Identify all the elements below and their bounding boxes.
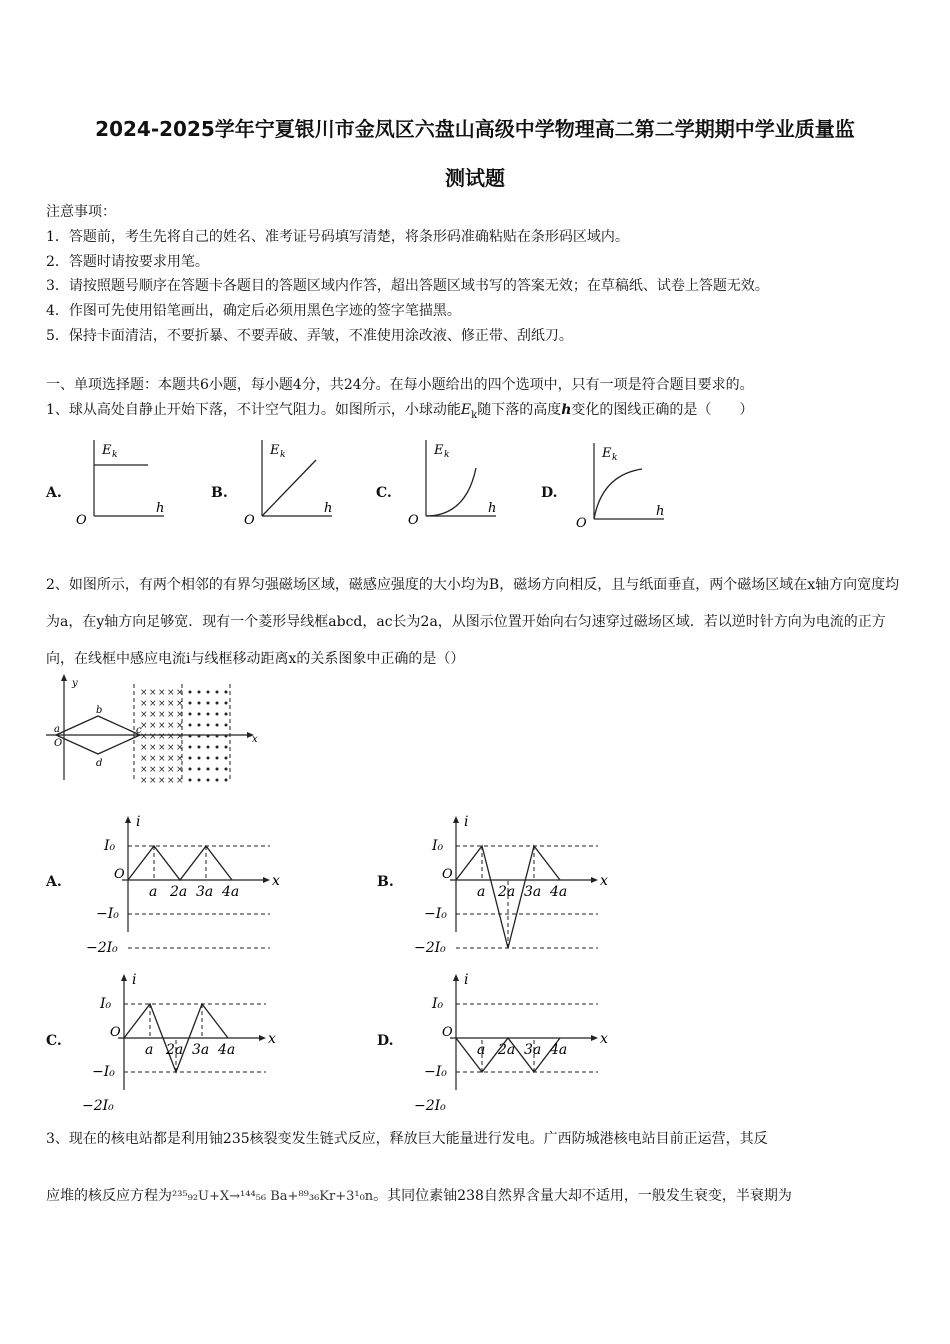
- field-dot: [225, 724, 228, 727]
- field-cross: ×: [140, 699, 148, 709]
- q2-option-d-label[interactable]: D.: [377, 1033, 394, 1049]
- q1-stem-part: 1、球从高处自静止开始下落，不计空气阻力。如图所示，小球动能: [46, 402, 461, 418]
- note-item: 4．作图可先使用铅笔画出，确定后必须用黑色字迹的签字笔描黑。: [46, 303, 461, 319]
- field-cross: ×: [167, 699, 175, 709]
- y-axis-arrow: [453, 974, 459, 981]
- axis-y-sub: k: [112, 450, 118, 460]
- q1-stem-part: 变化的图线正确的是（ ）: [571, 402, 754, 418]
- axis-y-sub: k: [612, 453, 618, 463]
- neg-i0-label: −I₀: [96, 906, 119, 922]
- axis-y-label: E: [270, 443, 280, 458]
- section-heading: 一、单项选择题：本题共6小题，每小题4分，共24分。在每小题给出的四个选项中，只有一项是符合题目要求的。: [46, 377, 754, 393]
- q2-graph-c: [72, 968, 276, 1114]
- nuclear-equation: ²³⁵₉₂U+X→¹⁴⁴₅₆ Ba+⁸⁹₃₆Kr+3¹₀n: [172, 1189, 374, 1204]
- axis-x-label: h: [156, 501, 165, 516]
- field-dot: [216, 691, 219, 694]
- axis-x-label: h: [488, 501, 497, 516]
- field-dot: [198, 779, 201, 782]
- field-cross: ×: [176, 743, 184, 753]
- fig-c-label: c: [136, 725, 142, 736]
- field-cross: ×: [149, 732, 157, 742]
- field-cross: ×: [140, 688, 148, 698]
- ek-symbol: E: [460, 402, 472, 418]
- question-3-line2: [46, 1186, 792, 1207]
- field-dot: [189, 735, 192, 738]
- field-dot: [198, 702, 201, 705]
- field-dot: [207, 702, 210, 705]
- neg-i0-label: −I₀: [92, 1064, 115, 1080]
- x-axis-arrow: [263, 877, 270, 883]
- axis-x-label: x: [600, 1031, 608, 1047]
- field-cross: ×: [140, 732, 148, 742]
- field-dot: [225, 779, 228, 782]
- field-dot: [189, 724, 192, 727]
- origin-label: O: [408, 513, 419, 528]
- tick-label: 3a: [192, 1042, 210, 1058]
- neg-2i0-label: −2I₀: [86, 940, 118, 956]
- field-dot: [225, 735, 228, 738]
- field-cross: ×: [176, 732, 184, 742]
- field-cross: ×: [140, 776, 148, 786]
- q1-stem-part: 随下落的高度: [477, 402, 562, 418]
- field-cross: ×: [149, 721, 157, 731]
- field-dot: [189, 779, 192, 782]
- neg-i0-label: −I₀: [424, 906, 447, 922]
- q1-graph-a: [72, 432, 172, 532]
- x-axis-arrow: [591, 1035, 598, 1041]
- axis-y-label: E: [434, 443, 444, 458]
- q1-graph-b: [240, 432, 340, 532]
- field-cross: ×: [176, 754, 184, 764]
- tick-label: 2a: [166, 1042, 184, 1058]
- notes-heading: 注意事项：: [46, 204, 116, 220]
- neg-2i0-label: −2I₀: [414, 940, 446, 956]
- field-cross: ×: [167, 710, 175, 720]
- field-dot: [198, 757, 201, 760]
- field-cross: ×: [149, 688, 157, 698]
- tick-label: 3a: [196, 884, 214, 900]
- field-cross: ×: [149, 699, 157, 709]
- origin-label: O: [244, 513, 255, 528]
- field-dot: [216, 702, 219, 705]
- field-dot: [189, 691, 192, 694]
- field-cross: ×: [176, 721, 184, 731]
- field-cross: ×: [176, 699, 184, 709]
- note-item: 5．保持卡面清洁，不要折暴、不要弄破、弄皱，不准使用涂改液、修正带、刮纸刀。: [46, 328, 573, 344]
- field-cross: ×: [176, 688, 184, 698]
- q2-option-b-label[interactable]: B.: [377, 874, 394, 890]
- y-axis-arrow: [453, 816, 459, 823]
- axis-y-label: E: [102, 443, 112, 458]
- fig-y-label: y: [72, 678, 78, 689]
- field-dot: [189, 746, 192, 749]
- tick-label: 4a: [550, 1042, 568, 1058]
- page-title: 2024-2025学年宁夏银川市金凤区六盘山高级中学物理高二第二学期期中学业质量监: [95, 117, 855, 141]
- field-dot: [216, 735, 219, 738]
- axis-x-label: x: [268, 1031, 276, 1047]
- fig-origin-label: O: [54, 738, 63, 749]
- field-cross: ×: [158, 699, 166, 709]
- field-dot: [207, 757, 210, 760]
- q2-option-a-label[interactable]: A.: [46, 874, 62, 890]
- field-cross: ×: [176, 710, 184, 720]
- axis-i-label: i: [464, 814, 469, 830]
- origin-label: O: [442, 867, 453, 882]
- origin-label: O: [576, 516, 587, 531]
- field-dot: [216, 746, 219, 749]
- field-cross: ×: [149, 710, 157, 720]
- origin-label: O: [110, 1025, 121, 1040]
- note-item: 2．答题时请按要求用笔。: [46, 254, 209, 270]
- field-cross: ×: [158, 754, 166, 764]
- field-dot: [207, 735, 210, 738]
- field-cross: ×: [140, 710, 148, 720]
- question-2-stem: 2、如图所示，有两个相邻的有界匀强磁场区域，磁感应强度的大小均为B，磁场方向相反，且与纸面垂直，两个磁场区域在x轴方向宽度均为a，在y轴方向足够宽．现有一个菱形导线框abcd，ac长为2a，从图示位置开始向右匀速穿过磁场区域．若以逆时针方向为电流的正方向，在线框中感应电流i与线框移动距离x的关系图象中正确的是（）: [46, 577, 900, 667]
- field-dot: [225, 713, 228, 716]
- field-dot: [189, 713, 192, 716]
- q1-graph-c: [404, 432, 504, 532]
- field-dot: [207, 713, 210, 716]
- axis-y-sub: k: [444, 450, 450, 460]
- axis-i-label: i: [464, 972, 469, 988]
- field-cross: ×: [167, 776, 175, 786]
- field-cross: ×: [176, 765, 184, 775]
- field-cross: ×: [149, 754, 157, 764]
- field-dot: [198, 746, 201, 749]
- field-dot: [216, 713, 219, 716]
- ek-subscript: k: [471, 409, 478, 421]
- tick-label: 3a: [524, 1042, 542, 1058]
- axis-y-label: E: [602, 446, 612, 461]
- field-dot: [207, 779, 210, 782]
- field-cross: ×: [167, 721, 175, 731]
- field-cross: ×: [158, 743, 166, 753]
- field-cross: ×: [158, 776, 166, 786]
- axis-i-label: i: [132, 972, 137, 988]
- i0-label: I₀: [104, 838, 116, 854]
- field-dot: [207, 691, 210, 694]
- field-cross: ×: [158, 688, 166, 698]
- field-cross: ×: [149, 765, 157, 775]
- field-dot: [216, 757, 219, 760]
- tick-label: 2a: [498, 1042, 516, 1058]
- tick-label: 2a: [170, 884, 188, 900]
- field-cross: ×: [140, 765, 148, 775]
- field-cross: ×: [149, 743, 157, 753]
- x-axis-arrow: [259, 1035, 266, 1041]
- field-dot: [225, 768, 228, 771]
- field-dot: [225, 691, 228, 694]
- field-cross: ×: [140, 721, 148, 731]
- tick-label: 3a: [524, 884, 542, 900]
- field-dot: [189, 757, 192, 760]
- tick-label: 4a: [550, 884, 568, 900]
- field-cross: ×: [167, 743, 175, 753]
- question-1-stem: [46, 400, 753, 426]
- neg-i0-label: −I₀: [424, 1064, 447, 1080]
- field-dot: [216, 768, 219, 771]
- i0-label: I₀: [432, 838, 444, 854]
- page-title-continued: 测试题: [445, 166, 505, 190]
- field-cross: ×: [158, 765, 166, 775]
- tick-label: a: [145, 1042, 154, 1058]
- field-dot: [216, 724, 219, 727]
- field-cross: ×: [176, 776, 184, 786]
- tick-label: 4a: [218, 1042, 236, 1058]
- axis-i-label: i: [136, 814, 141, 830]
- field-cross: ×: [158, 732, 166, 742]
- field-dot: [207, 724, 210, 727]
- field-cross: ×: [149, 776, 157, 786]
- tick-label: a: [149, 884, 158, 900]
- axis-y-sub: k: [280, 450, 286, 460]
- origin-label: O: [114, 867, 125, 882]
- field-cross: ×: [140, 754, 148, 764]
- tick-label: a: [477, 1042, 486, 1058]
- field-cross: ×: [167, 688, 175, 698]
- neg-2i0-label: −2I₀: [414, 1098, 446, 1114]
- field-cross: ×: [158, 721, 166, 731]
- i0-label: I₀: [432, 996, 444, 1012]
- q1-option-d-label[interactable]: D.: [541, 485, 558, 501]
- field-dot: [225, 746, 228, 749]
- neg-2i0-label: −2I₀: [82, 1098, 114, 1114]
- h-symbol: h: [561, 402, 572, 418]
- fig-b-label: b: [96, 705, 103, 716]
- question-3-line1: 3、现在的核电站都是利用铀235核裂变发生链式反应，释放巨大能量进行发电。广西防城港核电站目前正运营，其反: [46, 1131, 768, 1147]
- field-dot: [189, 702, 192, 705]
- field-cross: ×: [158, 710, 166, 720]
- q1-option-c-label[interactable]: C.: [376, 485, 392, 501]
- q3-text: 应堆的核反应方程为: [46, 1188, 172, 1204]
- q1-option-b-label[interactable]: B.: [211, 485, 228, 501]
- fig-x-label: x: [252, 734, 258, 745]
- field-dot: [225, 702, 228, 705]
- field-dot: [207, 746, 210, 749]
- field-dot: [198, 713, 201, 716]
- field-dot: [198, 768, 201, 771]
- fig-a-label: a: [54, 724, 60, 735]
- tick-label: 2a: [498, 884, 516, 900]
- field-dot: [207, 768, 210, 771]
- q1-option-a-label[interactable]: A.: [46, 485, 62, 501]
- q2-graph-d: [404, 968, 608, 1114]
- note-item: 1．答题前，考生先将自己的姓名、准考证号码填写清楚，将条形码准确粘贴在条形码区域内。: [46, 229, 629, 245]
- fig-d-label: d: [96, 758, 103, 769]
- origin-label: O: [76, 513, 87, 528]
- i0-label: I₀: [100, 996, 112, 1012]
- field-dot: [198, 724, 201, 727]
- x-axis-arrow: [591, 877, 598, 883]
- field-dots: [189, 691, 228, 782]
- q2-option-c-label[interactable]: C.: [46, 1033, 62, 1049]
- tick-label: a: [477, 884, 486, 900]
- axis-x-label: h: [656, 504, 665, 519]
- note-item: 3．请按照题号顺序在答题卡各题目的答题区域内作答，超出答题区域书写的答案无效；在草稿纸、试卷上答题无效。: [46, 278, 769, 294]
- q3-text: 。其同位素铀238自然界含量大却不适用，一般发生衰变，半衰期为: [373, 1188, 792, 1204]
- field-cross: ×: [167, 732, 175, 742]
- field-dot: [198, 691, 201, 694]
- q2-field-figure: [44, 672, 269, 787]
- q1-graph-d: [572, 435, 672, 535]
- y-axis-arrow: [125, 816, 131, 823]
- axis-x-label: x: [272, 873, 280, 889]
- field-cross: ×: [140, 743, 148, 753]
- field-dot: [198, 735, 201, 738]
- y-axis-arrow: [121, 974, 127, 981]
- field-crosses: [140, 688, 184, 786]
- axis-x-label: x: [600, 873, 608, 889]
- field-dot: [216, 779, 219, 782]
- field-dot: [189, 768, 192, 771]
- field-dot: [225, 757, 228, 760]
- field-cross: ×: [167, 765, 175, 775]
- axis-x-label: h: [324, 501, 333, 516]
- field-cross: ×: [167, 754, 175, 764]
- q2-graph-a: [76, 810, 280, 956]
- current-curve: [128, 846, 232, 880]
- origin-label: O: [442, 1025, 453, 1040]
- q2-graph-b: [404, 810, 608, 956]
- tick-label: 4a: [222, 884, 240, 900]
